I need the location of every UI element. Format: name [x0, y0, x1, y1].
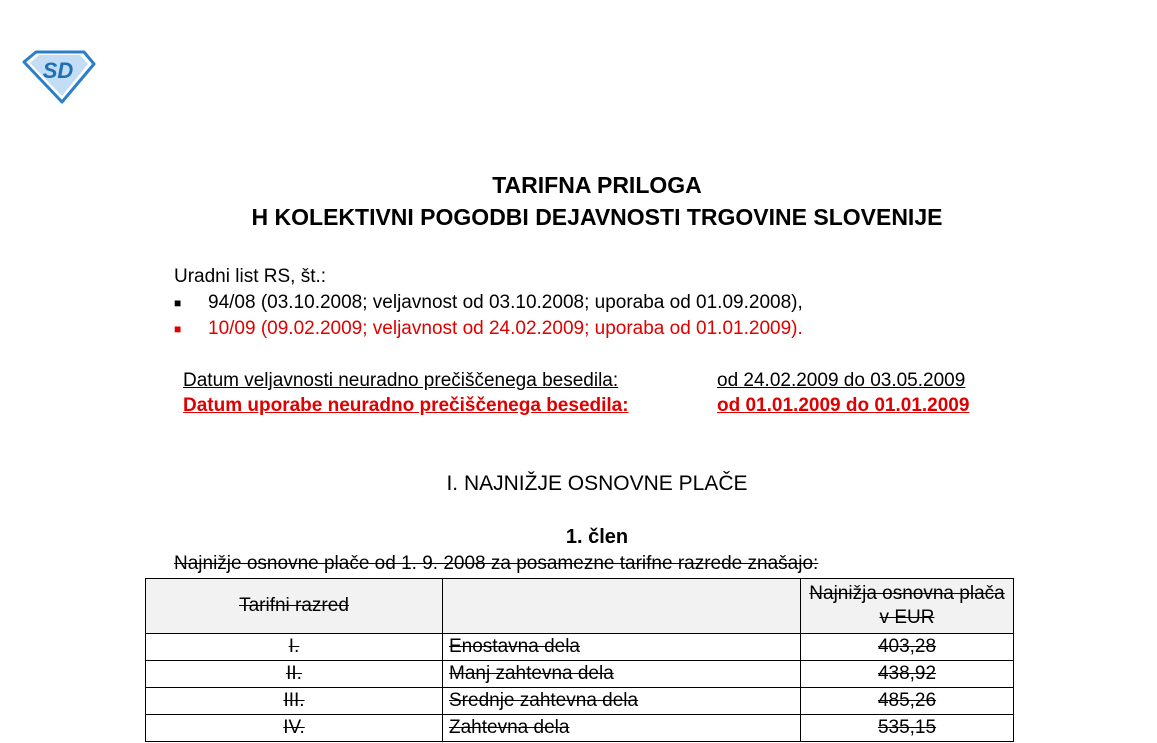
document-title-line1: TARIFNA PRILOGA — [492, 172, 702, 198]
section-heading: I. NAJNIŽJE OSNOVNE PLAČE — [446, 472, 748, 495]
salary-cell: 485,26 — [801, 688, 1014, 715]
table-header-row — [146, 579, 1014, 634]
table-row — [146, 688, 1014, 715]
table-row — [146, 715, 1014, 742]
table-row — [146, 634, 1014, 661]
gazette-item-text: 10/09 (09.02.2009; veljavnost od 24.02.2009; uporaba od 01.01.2009). — [208, 318, 803, 340]
gazette-label: Uradni list RS, št.: — [174, 266, 327, 287]
usage-row — [183, 393, 969, 418]
header-description — [443, 579, 801, 634]
salary-cell: 438,92 — [801, 661, 1014, 688]
header-minimum-salary: Najnižja osnovna plača v EUR — [801, 579, 1014, 634]
tariff-class-cell: II. — [146, 661, 443, 688]
consolidated-text-dates — [183, 368, 969, 418]
article-heading: 1. člen — [565, 526, 629, 548]
work-type-cell: Zahtevna dela — [443, 715, 801, 742]
tariff-class-cell: I. — [146, 634, 443, 661]
square-bullet-icon: ■ — [174, 296, 182, 310]
header-tariff-class: Tarifni razred — [146, 579, 443, 634]
gazette-references — [174, 264, 803, 342]
work-type-cell: Enostavna dela — [443, 634, 801, 661]
gazette-item-amendment — [174, 316, 803, 342]
salary-cell: 535,15 — [801, 715, 1014, 742]
square-bullet-icon: ■ — [174, 322, 182, 337]
validity-value: od 24.02.2009 do 03.05.2009 — [717, 370, 966, 391]
article-intro-text: Najnižje osnovne plače od 1. 9. 2008 za posamezne tarifne razrede znašajo: — [174, 553, 819, 574]
tariff-class-cell: IV. — [146, 715, 443, 742]
logo-text: SD — [42, 58, 74, 83]
usage-label: Datum uporabe neuradno prečiščenega besedila: — [183, 395, 629, 416]
tariff-table — [145, 578, 1014, 742]
company-logo — [22, 50, 96, 104]
document-title-line2: H KOLEKTIVNI POGODBI DEJAVNOSTI TRGOVINE SLOVENIJE — [251, 204, 943, 230]
gazette-item — [174, 290, 803, 316]
work-type-cell: Manj zahtevna dela — [443, 661, 801, 688]
usage-value: od 01.01.2009 do 01.01.2009 — [717, 395, 970, 416]
gazette-item-text: 94/08 (03.10.2008; veljavnost od 03.10.2008; uporaba od 01.09.2008), — [208, 292, 803, 314]
salary-cell: 403,28 — [801, 634, 1014, 661]
table-row — [146, 661, 1014, 688]
validity-row — [183, 368, 969, 393]
validity-label: Datum veljavnosti neuradno prečiščenega besedila: — [183, 370, 619, 391]
work-type-cell: Srednje zahtevna dela — [443, 688, 801, 715]
tariff-class-cell: III. — [146, 688, 443, 715]
